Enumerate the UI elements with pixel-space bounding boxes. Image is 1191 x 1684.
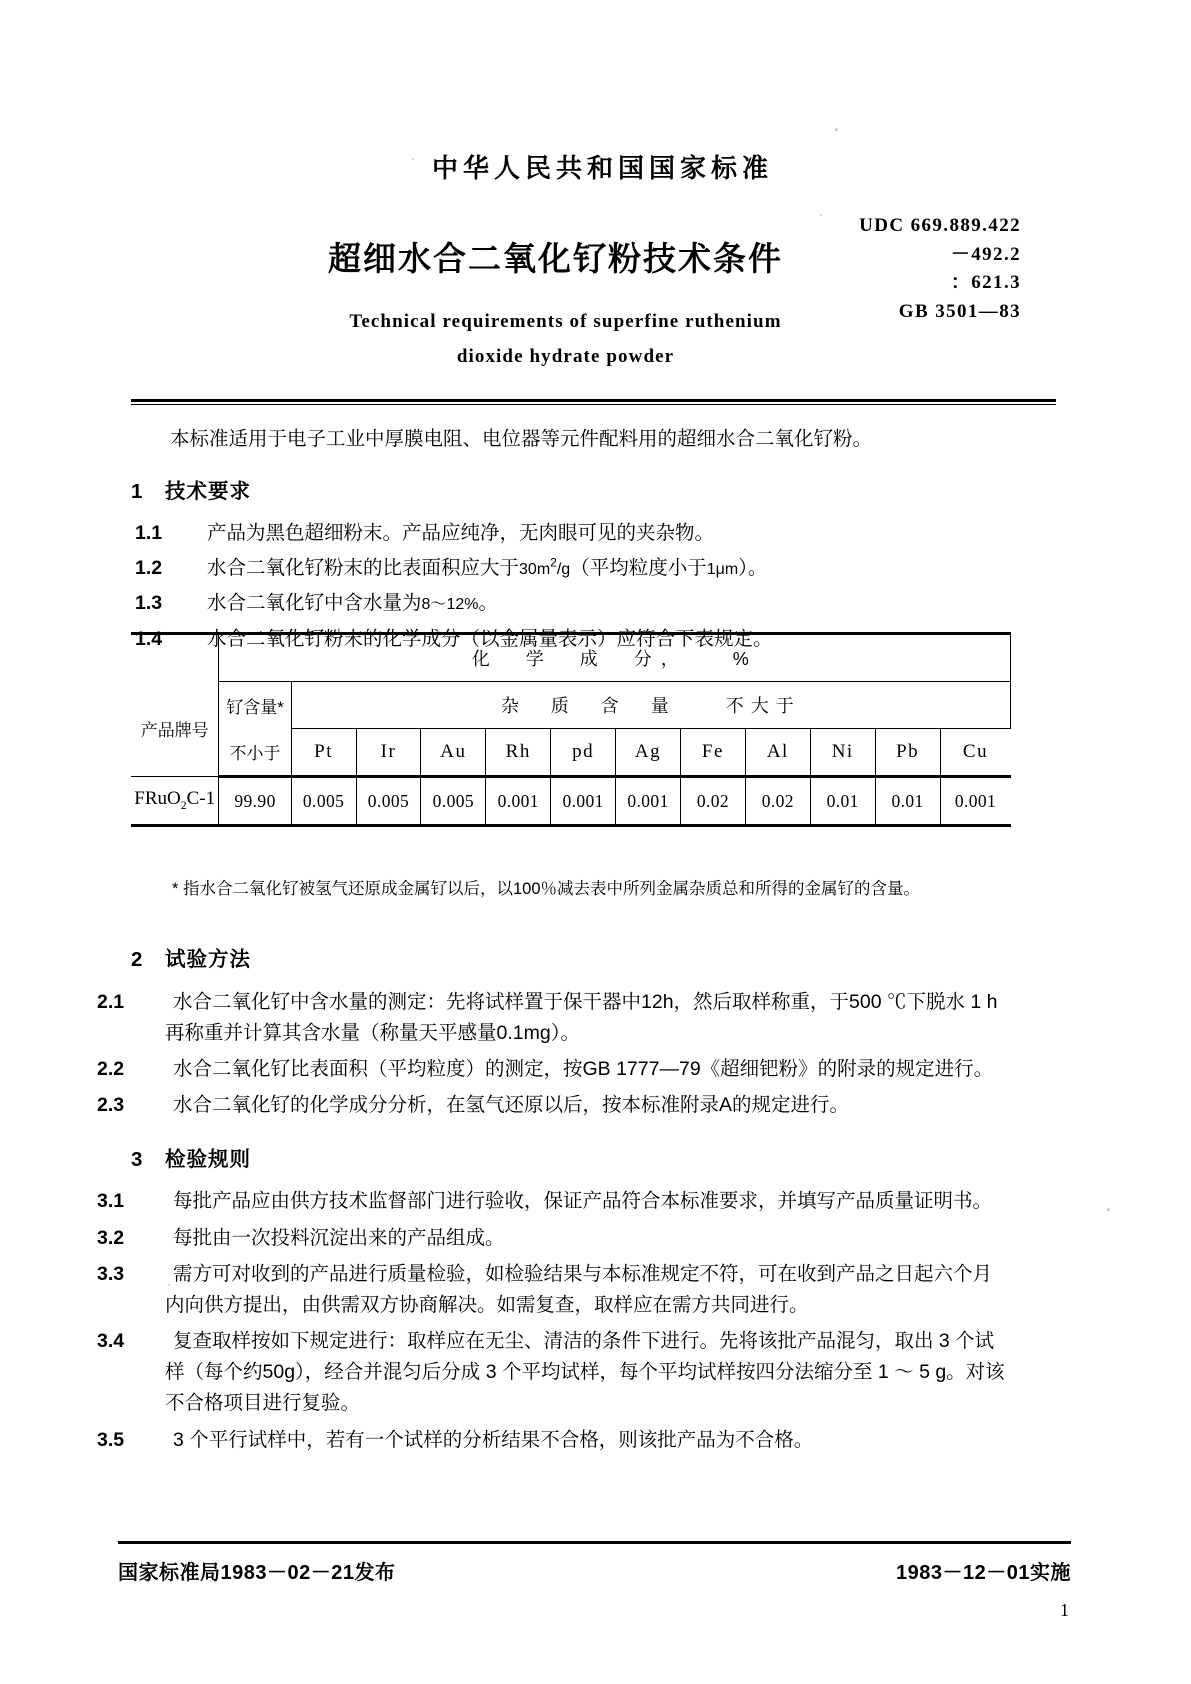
document-body-lower [97, 926, 1011, 1461]
composition-group-header: 化 学 成 分， % [219, 634, 1011, 682]
udc-line-2: －492.2 [950, 243, 1021, 265]
document-body-upper [131, 424, 1011, 659]
section-number-3: 3 [131, 1147, 144, 1171]
cell-al: 0.02 [745, 777, 810, 826]
range-tilde: ～ [430, 596, 447, 614]
header-element-rh: Rh [486, 729, 551, 777]
footer-divider-rule [118, 1541, 1071, 1544]
table-row [131, 777, 1011, 826]
clause-number-2-2: 2.2 [97, 1058, 125, 1081]
table-footnote: * 指水合二氧化钌被氢气还原成金属钌以后，以100％减去表中所列金属杂质总和所得的金属钌的含量。 [172, 880, 921, 898]
section-heading-2 [131, 944, 1011, 977]
section-number-2: 2 [131, 948, 144, 971]
table-header-row-group [131, 634, 1011, 682]
cell-pt: 0.005 [291, 777, 356, 826]
surface-area-value: 30m [519, 561, 551, 579]
header-element-al: Al [745, 729, 810, 777]
clause-text-1-3-a: 水合二氧化钌中含水量为 [207, 592, 422, 615]
particle-size-unit: μm [715, 561, 739, 579]
page-number: 1 [1060, 1600, 1069, 1620]
clause-text-3-5: 3 个平行试样中，若有一个试样的分析结果不合格，则该批产品为不合格。 [173, 1428, 814, 1451]
clause-text-1-4: 水合二氧化钌粉末的化学成分（以金属量表示）应符合下表规定。 [207, 627, 773, 650]
standard-code-block [761, 212, 1021, 326]
effective-date-text: 1983－12－01实施 [896, 1562, 1071, 1584]
header-element-pd: pd [551, 729, 616, 777]
brand-prefix: FRuO [134, 788, 181, 810]
section-title-1: 技术要求 [165, 480, 251, 504]
clause-3-1 [97, 1186, 1011, 1217]
water-content-max: 12% [446, 596, 479, 614]
surface-area-unit: /g [556, 561, 571, 579]
clause-number-3-5: 3.5 [97, 1428, 125, 1451]
clause-3-3 [97, 1259, 1011, 1321]
document-masthead [0, 148, 1191, 374]
document-footer [118, 1556, 1071, 1585]
cell-product-brand [131, 777, 219, 826]
chemical-composition-table [131, 632, 1011, 827]
header-ru-limit-cell: 不小于 [219, 729, 291, 777]
brand-subscript: 2 [180, 798, 187, 812]
clause-text-1-3-b: 。 [478, 592, 498, 615]
table-header-row-elements [131, 729, 1011, 777]
section-heading-3 [131, 1144, 1011, 1177]
header-element-pt: Pt [291, 729, 356, 777]
cell-fe: 0.02 [680, 777, 745, 826]
clause-text-3-1: 每批产品应由供方技术监督部门进行验收，保证产品符合本标准要求，并填写产品质量证明书。 [173, 1190, 993, 1213]
header-divider-rule [131, 399, 1056, 405]
surface-area-exponent: 2 [550, 555, 557, 570]
clause-text-2-3: 水合二氧化钌的化学成分分析，在氢气还原以后，按本标准附录A的规定进行。 [173, 1094, 850, 1117]
clause-text-3-4: 复查取样按如下规定进行：取样应在无尘、清洁的条件下进行。先将该批产品混匀，取出 3 个试样（每个约50g），经合并混匀后分成 3 个平均试样，每个平均试样按四分法缩分至 1 ～ 5 g。对该不合格项目进行复验。 [165, 1330, 1005, 1415]
cell-ru-content: 99.90 [219, 777, 291, 826]
header-ru-content-cell: 钌含量* [219, 682, 291, 729]
cell-pb: 0.01 [875, 777, 940, 826]
clause-1-2 [131, 553, 1011, 583]
section-number-1: 1 [131, 480, 144, 504]
english-title-line-2: dioxide hydrate powder [456, 346, 675, 368]
clause-number-3-4: 3.4 [97, 1330, 125, 1353]
cell-cu: 0.001 [940, 777, 1010, 826]
chemical-composition-table-wrap [131, 632, 1011, 827]
scan-speck [1107, 1208, 1110, 1211]
header-element-cu: Cu [940, 729, 1010, 777]
cell-ni: 0.01 [810, 777, 875, 826]
clause-2-3 [97, 1090, 1011, 1121]
cell-ir: 0.005 [356, 777, 421, 826]
table-header-row-impurity [131, 682, 1011, 729]
clause-number-2-3: 2.3 [97, 1094, 125, 1117]
cell-rh: 0.001 [486, 777, 551, 826]
clause-text-3-3: 需方可对收到的产品进行质量检验，如检验结果与本标准规定不符，可在收到产品之日起六个月内向供方提出，由供需双方协商解决。如需复查，取样应在需方共同进行。 [165, 1262, 993, 1316]
clause-number-1-2: 1.2 [135, 557, 163, 580]
clause-text-3-2: 每批由一次投料沉淀出来的产品组成。 [173, 1226, 505, 1249]
clause-1-3 [131, 588, 1011, 618]
section-title-2: 试验方法 [165, 948, 251, 971]
header-element-ag: Ag [616, 729, 681, 777]
header-impurity-group: 杂 质 含 量 不大于 [291, 682, 1010, 729]
cell-ag: 0.001 [616, 777, 681, 826]
issue-date-text: 国家标准局1983－02－21发布 [118, 1562, 396, 1584]
clause-text-1-2-b: （平均粒度小于 [570, 557, 707, 580]
scan-speck [835, 128, 838, 131]
standard-number: GB 3501—83 [898, 300, 1021, 322]
english-title-line-1: Technical requirements of superfine ruthenium [349, 311, 782, 332]
udc-line-1: UDC 669.889.422 [859, 215, 1021, 236]
scope-paragraph: 本标准适用于电子工业中厚膜电阻、电位器等元件配料用的超细水合二氧化钌粉。 [170, 428, 873, 450]
header-element-pb: Pb [875, 729, 940, 777]
clause-2-1 [97, 987, 1011, 1049]
clause-text-1-2-c: ）。 [738, 557, 768, 580]
clause-text-1-1: 产品为黑色超细粉末。产品应纯净，无肉眼可见的夹杂物。 [207, 521, 715, 544]
clause-number-3-2: 3.2 [97, 1226, 125, 1249]
header-brand-cell: 产品牌号 [131, 682, 219, 777]
clause-number-1-3: 1.3 [135, 592, 163, 615]
clause-3-4 [97, 1326, 1011, 1420]
header-element-fe: Fe [680, 729, 745, 777]
water-content-min: 8 [421, 596, 431, 614]
clause-3-2 [97, 1223, 1011, 1254]
cell-au: 0.005 [421, 777, 486, 826]
clause-text-1-2-a: 水合二氧化钌粉末的比表面积应大于 [207, 557, 520, 580]
particle-size-value: 1 [706, 561, 716, 579]
clause-3-5 [97, 1425, 1011, 1456]
header-blank-cell [131, 634, 219, 682]
issuing-authority-line: 中华人民共和国国家标准 [431, 153, 773, 183]
clause-number-2-1: 2.1 [97, 990, 125, 1013]
header-element-ni: Ni [810, 729, 875, 777]
clause-number-3-3: 3.3 [97, 1262, 125, 1285]
cell-pd: 0.001 [551, 777, 616, 826]
clause-number-1-1: 1.1 [135, 521, 163, 544]
section-heading-1 [131, 476, 1011, 508]
udc-line-3: ：621.3 [950, 272, 1021, 294]
document-title-chinese: 超细水合二氧化钌粉技术条件 [328, 240, 783, 277]
header-element-ir: Ir [356, 729, 421, 777]
section-title-3: 检验规则 [165, 1147, 251, 1171]
clause-text-2-2: 水合二氧化钌比表面积（平均粒度）的测定，按GB 1777—79《超细钯粉》的附录的规定进行。 [173, 1058, 994, 1081]
brand-suffix: C-1 [186, 788, 216, 810]
header-element-au: Au [421, 729, 486, 777]
clause-2-2 [97, 1054, 1011, 1085]
clause-text-2-1: 水合二氧化钌中含水量的测定：先将试样置于保干器中12h，然后取样称重，于500 ℃下脱水 1 h再称重并计算其含水量（称量天平感量0.1mg）。 [165, 990, 998, 1044]
clause-number-3-1: 3.1 [97, 1190, 125, 1213]
clause-number-1-4: 1.4 [135, 627, 163, 650]
clause-1-1 [131, 518, 1011, 548]
